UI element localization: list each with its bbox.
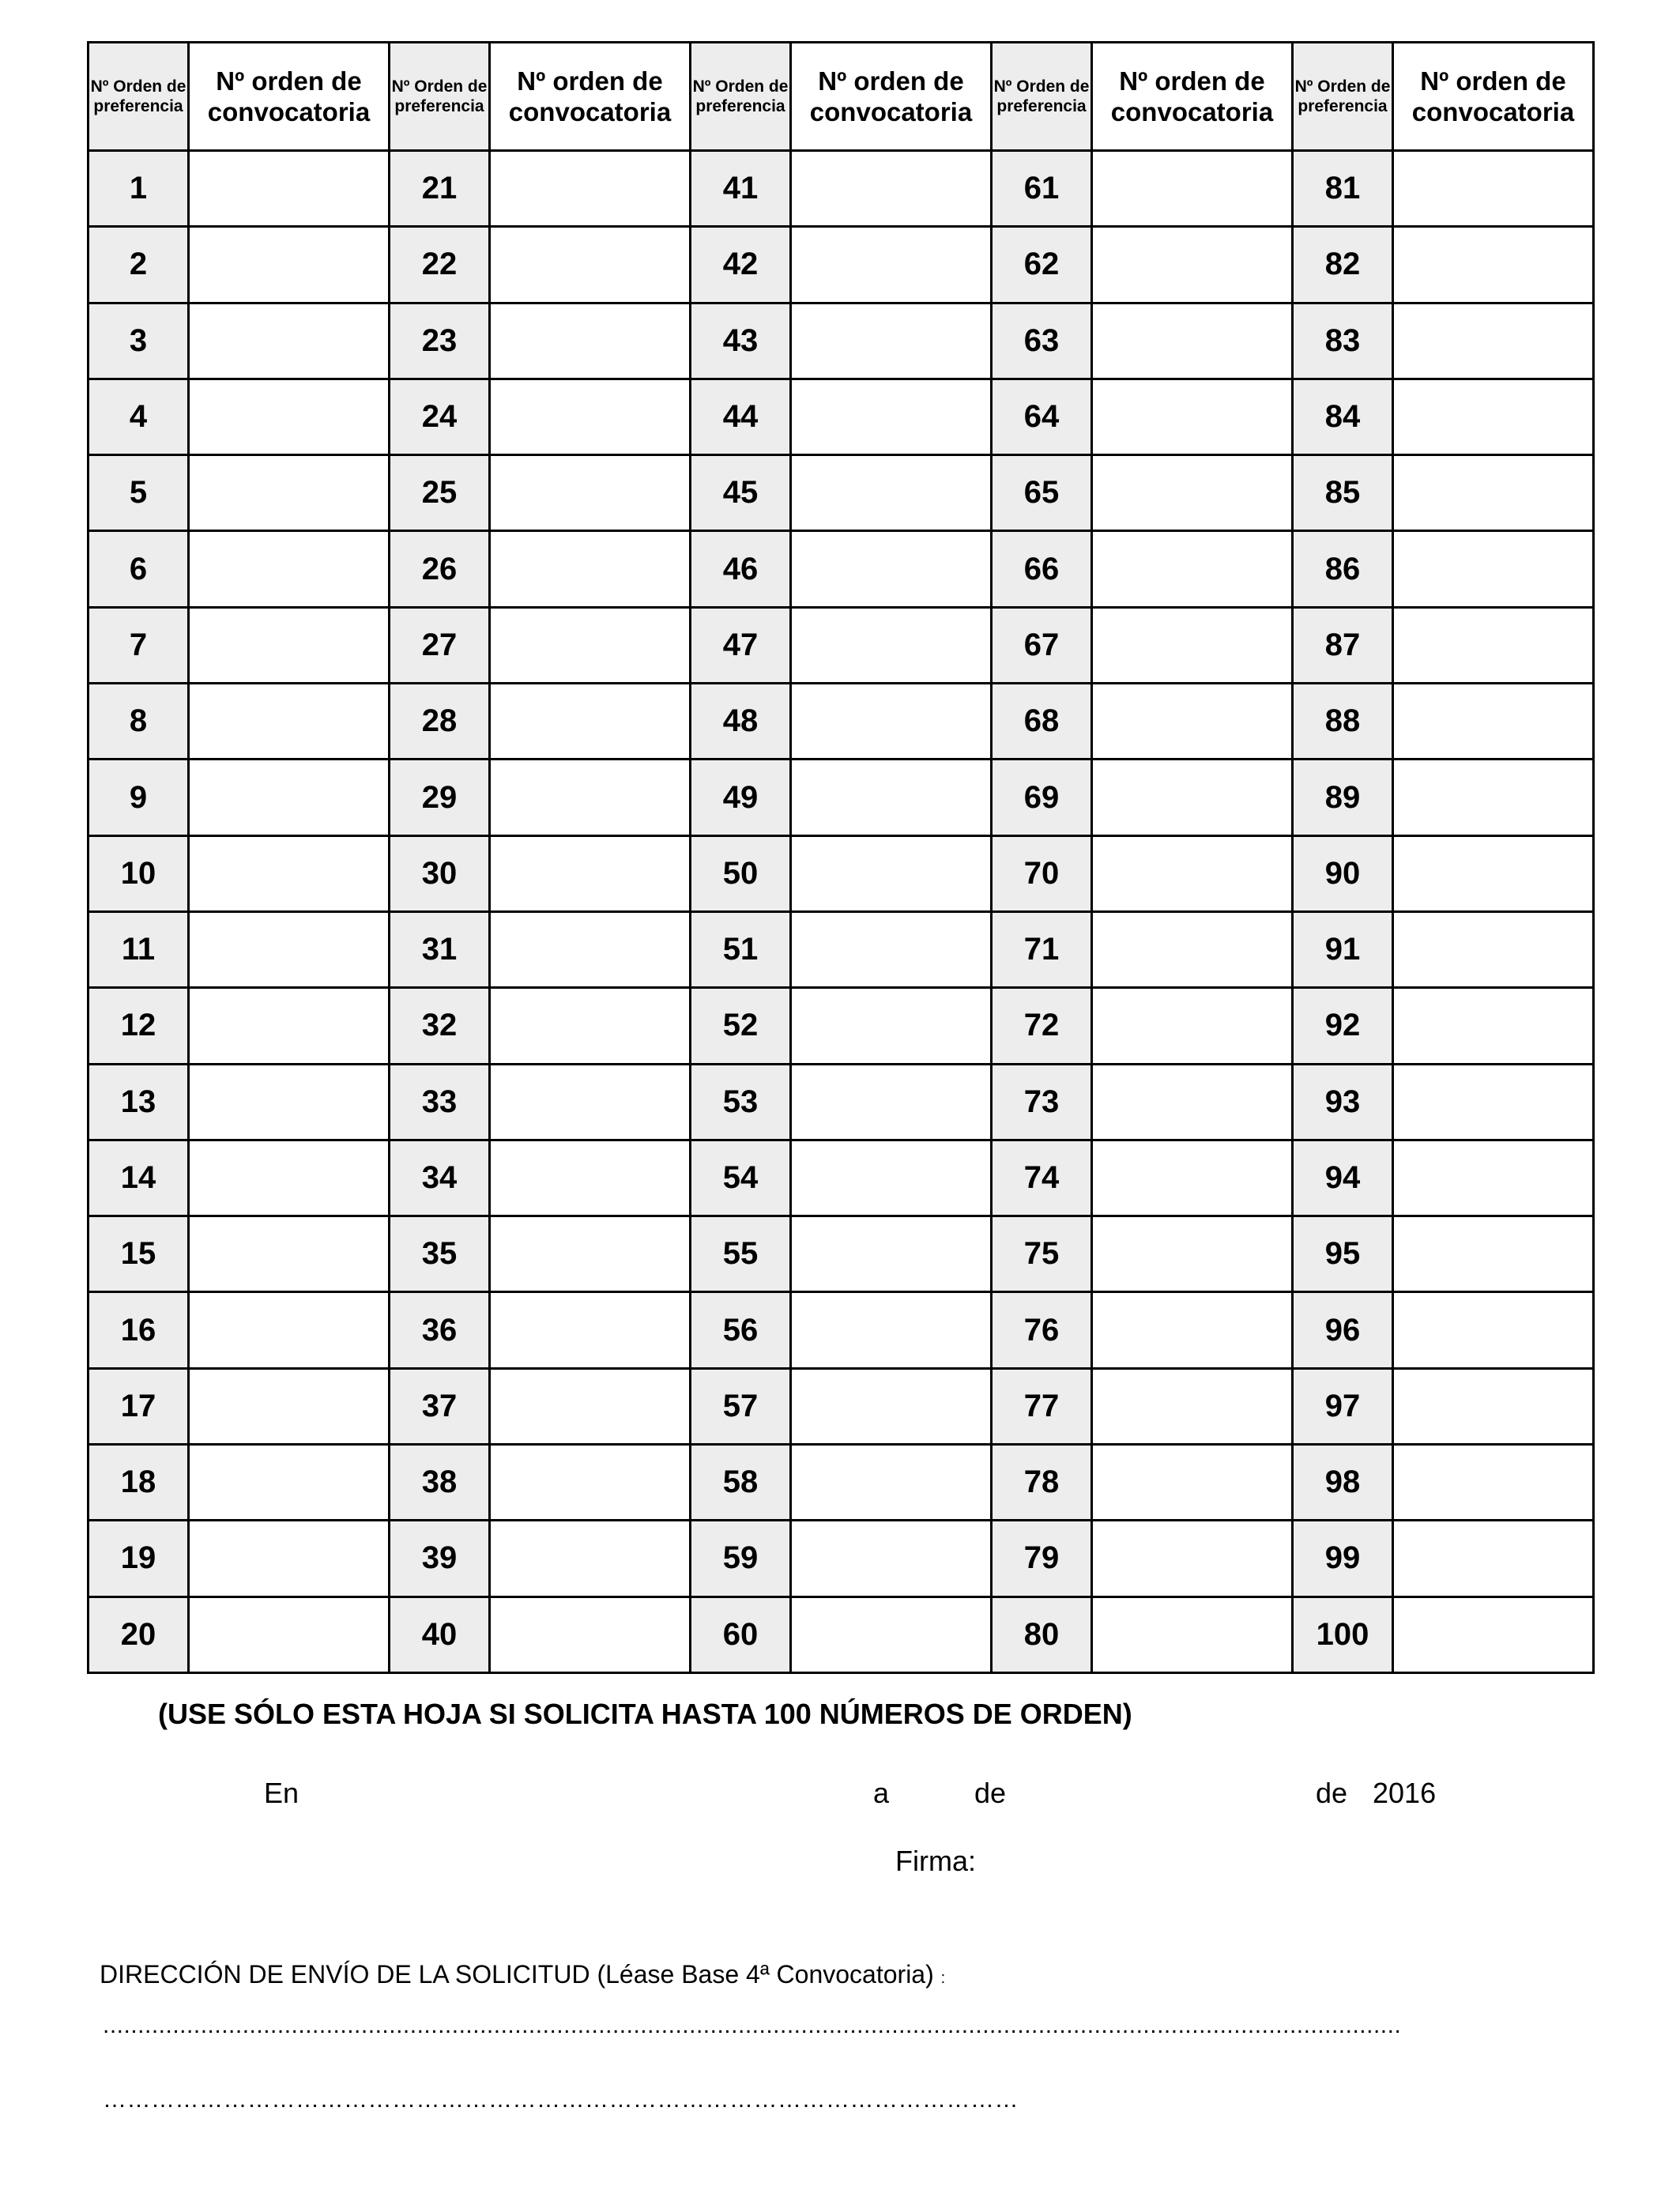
preference-number-cell: 30 (390, 835, 490, 911)
preference-number-cell: 18 (89, 1445, 189, 1521)
header-orden-convocatoria: Nº orden de convocatoria (1092, 43, 1293, 151)
table-header-row (89, 43, 1594, 151)
preference-number-cell: 70 (992, 835, 1092, 911)
convocatoria-entry-cell[interactable] (1092, 760, 1293, 835)
convocatoria-entry-cell[interactable] (1393, 1596, 1594, 1672)
preference-number-cell: 63 (992, 303, 1092, 379)
preference-number-cell: 100 (1293, 1596, 1393, 1672)
convocatoria-entry-cell[interactable] (490, 684, 691, 760)
preference-number-cell: 86 (1293, 531, 1393, 607)
header-orden-preferencia: Nº Orden de preferencia (390, 43, 490, 151)
convocatoria-entry-cell[interactable] (189, 227, 390, 303)
convocatoria-entry-cell[interactable] (1393, 379, 1594, 454)
preference-number-cell: 52 (691, 988, 791, 1064)
preference-number-cell: 11 (89, 911, 189, 987)
preference-number-cell: 41 (691, 151, 791, 227)
table-row (89, 1216, 1594, 1292)
preference-number-cell: 40 (390, 1596, 490, 1672)
convocatoria-entry-cell[interactable] (189, 684, 390, 760)
preference-number-cell: 6 (89, 531, 189, 607)
convocatoria-entry-cell[interactable] (1393, 1216, 1594, 1292)
preference-number-cell: 35 (390, 1216, 490, 1292)
convocatoria-entry-cell[interactable] (1092, 227, 1293, 303)
convocatoria-entry-cell[interactable] (1092, 988, 1293, 1064)
preference-number-cell: 83 (1293, 303, 1393, 379)
preference-number-cell: 54 (691, 1140, 791, 1216)
convocatoria-entry-cell[interactable] (1092, 1064, 1293, 1140)
convocatoria-entry-cell[interactable] (1092, 379, 1293, 454)
convocatoria-entry-cell[interactable] (1092, 531, 1293, 607)
preference-number-cell: 89 (1293, 760, 1393, 835)
preference-number-cell: 15 (89, 1216, 189, 1292)
table-row (89, 1292, 1594, 1368)
convocatoria-entry-cell[interactable] (490, 1445, 691, 1521)
convocatoria-entry-cell[interactable] (189, 835, 390, 911)
convocatoria-entry-cell[interactable] (490, 1216, 691, 1292)
convocatoria-entry-cell[interactable] (791, 760, 992, 835)
convocatoria-entry-cell[interactable] (1393, 607, 1594, 683)
preference-number-cell: 61 (992, 151, 1092, 227)
header-orden-preferencia: Nº Orden de preferencia (89, 43, 189, 151)
header-orden-convocatoria: Nº orden de convocatoria (189, 43, 390, 151)
convocatoria-entry-cell[interactable] (490, 1140, 691, 1216)
convocatoria-entry-cell[interactable] (1092, 1216, 1293, 1292)
preference-number-cell: 21 (390, 151, 490, 227)
preference-number-cell: 62 (992, 227, 1092, 303)
convocatoria-entry-cell[interactable] (1393, 1445, 1594, 1521)
convocatoria-entry-cell[interactable] (490, 1292, 691, 1368)
convocatoria-entry-cell[interactable] (791, 1216, 992, 1292)
convocatoria-entry-cell[interactable] (1393, 1140, 1594, 1216)
date-a-label: a (873, 1777, 890, 1809)
preference-number-cell: 46 (691, 531, 791, 607)
header-orden-preferencia: Nº Orden de preferencia (691, 43, 791, 151)
preference-number-cell: 90 (1293, 835, 1393, 911)
preference-number-cell: 74 (992, 1140, 1092, 1216)
preference-number-cell: 98 (1293, 1445, 1393, 1521)
convocatoria-entry-cell[interactable] (1092, 1445, 1293, 1521)
convocatoria-entry-cell[interactable] (1393, 1064, 1594, 1140)
preference-number-cell: 64 (992, 379, 1092, 454)
preference-number-cell: 56 (691, 1292, 791, 1368)
preference-number-cell: 79 (992, 1521, 1092, 1596)
address-line-2: …………………………………………………………………………………………………… (103, 2087, 1019, 2113)
preference-number-cell: 48 (691, 684, 791, 760)
header-orden-convocatoria: Nº orden de convocatoria (791, 43, 992, 151)
preference-number-cell: 78 (992, 1445, 1092, 1521)
preference-number-cell: 20 (89, 1596, 189, 1672)
convocatoria-entry-cell[interactable] (189, 1368, 390, 1444)
signature-label: Firma: (895, 1845, 976, 1877)
convocatoria-entry-cell[interactable] (1092, 455, 1293, 531)
preference-number-cell: 28 (390, 684, 490, 760)
convocatoria-entry-cell[interactable] (1092, 1140, 1293, 1216)
convocatoria-entry-cell[interactable] (1393, 303, 1594, 379)
address-label (100, 1960, 945, 1989)
preference-number-cell: 37 (390, 1368, 490, 1444)
date-en-label: En (264, 1777, 299, 1809)
convocatoria-entry-cell[interactable] (791, 455, 992, 531)
address-line-1: .......................................................................................................................................................................................... (103, 2012, 1402, 2038)
convocatoria-entry-cell[interactable] (1393, 911, 1594, 987)
convocatoria-entry-cell[interactable] (1092, 1596, 1293, 1672)
header-orden-convocatoria: Nº orden de convocatoria (1393, 43, 1594, 151)
preference-number-cell: 27 (390, 607, 490, 683)
preference-number-cell: 88 (1293, 684, 1393, 760)
table-row (89, 303, 1594, 379)
convocatoria-entry-cell[interactable] (791, 227, 992, 303)
preference-number-cell: 38 (390, 1445, 490, 1521)
preference-number-cell: 10 (89, 835, 189, 911)
preference-number-cell: 91 (1293, 911, 1393, 987)
preference-number-cell: 84 (1293, 379, 1393, 454)
preference-number-cell: 44 (691, 379, 791, 454)
preference-number-cell: 1 (89, 151, 189, 227)
preference-number-cell: 9 (89, 760, 189, 835)
convocatoria-entry-cell[interactable] (189, 379, 390, 454)
preference-number-cell: 29 (390, 760, 490, 835)
date-de-label-1: de (974, 1777, 1007, 1809)
convocatoria-entry-cell[interactable] (1393, 760, 1594, 835)
header-orden-convocatoria: Nº orden de convocatoria (490, 43, 691, 151)
preference-number-cell: 26 (390, 531, 490, 607)
preference-number-cell: 36 (390, 1292, 490, 1368)
convocatoria-entry-cell[interactable] (791, 1368, 992, 1444)
convocatoria-entry-cell[interactable] (490, 151, 691, 227)
convocatoria-entry-cell[interactable] (1393, 1292, 1594, 1368)
convocatoria-entry-cell[interactable] (490, 760, 691, 835)
convocatoria-entry-cell[interactable] (1092, 835, 1293, 911)
address-label-colon: : (940, 1970, 946, 1987)
table-row (89, 760, 1594, 835)
preference-number-cell: 8 (89, 684, 189, 760)
preference-number-cell: 77 (992, 1368, 1092, 1444)
preference-number-cell: 13 (89, 1064, 189, 1140)
header-orden-preferencia: Nº Orden de preferencia (1293, 43, 1393, 151)
preference-number-cell: 53 (691, 1064, 791, 1140)
convocatoria-entry-cell[interactable] (490, 607, 691, 683)
preference-number-cell: 16 (89, 1292, 189, 1368)
preference-number-cell: 32 (390, 988, 490, 1064)
convocatoria-entry-cell[interactable] (1092, 1521, 1293, 1596)
preference-number-cell: 51 (691, 911, 791, 987)
table-row (89, 227, 1594, 303)
preference-number-cell: 71 (992, 911, 1092, 987)
convocatoria-entry-cell[interactable] (791, 1445, 992, 1521)
convocatoria-entry-cell[interactable] (1393, 531, 1594, 607)
preference-number-cell: 45 (691, 455, 791, 531)
convocatoria-entry-cell[interactable] (1092, 911, 1293, 987)
preference-number-cell: 96 (1293, 1292, 1393, 1368)
preference-number-cell: 95 (1293, 1216, 1393, 1292)
convocatoria-entry-cell[interactable] (791, 1596, 992, 1672)
preference-number-cell: 43 (691, 303, 791, 379)
convocatoria-entry-cell[interactable] (1393, 1521, 1594, 1596)
preference-number-cell: 58 (691, 1445, 791, 1521)
table-row (89, 911, 1594, 987)
preference-number-cell: 22 (390, 227, 490, 303)
preference-number-cell: 7 (89, 607, 189, 683)
convocatoria-entry-cell[interactable] (791, 379, 992, 454)
convocatoria-entry-cell[interactable] (490, 835, 691, 911)
convocatoria-entry-cell[interactable] (490, 1368, 691, 1444)
preference-table (87, 41, 1595, 1674)
convocatoria-entry-cell[interactable] (490, 1521, 691, 1596)
preference-number-cell: 47 (691, 607, 791, 683)
convocatoria-entry-cell[interactable] (490, 911, 691, 987)
convocatoria-entry-cell[interactable] (490, 531, 691, 607)
convocatoria-entry-cell[interactable] (791, 911, 992, 987)
preference-number-cell: 23 (390, 303, 490, 379)
preference-number-cell: 93 (1293, 1064, 1393, 1140)
convocatoria-entry-cell[interactable] (1092, 1292, 1293, 1368)
preference-number-cell: 25 (390, 455, 490, 531)
table-row (89, 684, 1594, 760)
convocatoria-entry-cell[interactable] (189, 1140, 390, 1216)
preference-number-cell: 59 (691, 1521, 791, 1596)
convocatoria-entry-cell[interactable] (1092, 684, 1293, 760)
convocatoria-entry-cell[interactable] (791, 1521, 992, 1596)
preference-number-cell: 60 (691, 1596, 791, 1672)
table-row (89, 1521, 1594, 1596)
convocatoria-entry-cell[interactable] (189, 1292, 390, 1368)
preference-number-cell: 24 (390, 379, 490, 454)
preference-number-cell: 14 (89, 1140, 189, 1216)
table-row (89, 835, 1594, 911)
convocatoria-entry-cell[interactable] (1393, 455, 1594, 531)
convocatoria-entry-cell[interactable] (189, 1445, 390, 1521)
table-row (89, 379, 1594, 454)
convocatoria-entry-cell[interactable] (189, 607, 390, 683)
preference-number-cell: 57 (691, 1368, 791, 1444)
convocatoria-entry-cell[interactable] (490, 1596, 691, 1672)
preference-number-cell: 99 (1293, 1521, 1393, 1596)
convocatoria-entry-cell[interactable] (490, 379, 691, 454)
preference-number-cell: 50 (691, 835, 791, 911)
convocatoria-entry-cell[interactable] (791, 151, 992, 227)
convocatoria-entry-cell[interactable] (1393, 835, 1594, 911)
convocatoria-entry-cell[interactable] (791, 531, 992, 607)
convocatoria-entry-cell[interactable] (189, 455, 390, 531)
convocatoria-entry-cell[interactable] (1393, 151, 1594, 227)
table-row (89, 1368, 1594, 1444)
table-row (89, 151, 1594, 227)
preference-number-cell: 67 (992, 607, 1092, 683)
preference-number-cell: 12 (89, 988, 189, 1064)
table-row (89, 1445, 1594, 1521)
convocatoria-entry-cell[interactable] (189, 1596, 390, 1672)
preference-number-cell: 55 (691, 1216, 791, 1292)
convocatoria-entry-cell[interactable] (1092, 303, 1293, 379)
convocatoria-entry-cell[interactable] (791, 1292, 992, 1368)
table-row (89, 455, 1594, 531)
convocatoria-entry-cell[interactable] (791, 684, 992, 760)
preference-number-cell: 92 (1293, 988, 1393, 1064)
convocatoria-entry-cell[interactable] (490, 988, 691, 1064)
convocatoria-entry-cell[interactable] (791, 835, 992, 911)
convocatoria-entry-cell[interactable] (490, 303, 691, 379)
date-de-label-2: de (1316, 1777, 1348, 1809)
convocatoria-entry-cell[interactable] (189, 151, 390, 227)
preference-number-cell: 49 (691, 760, 791, 835)
preference-number-cell: 5 (89, 455, 189, 531)
preference-number-cell: 75 (992, 1216, 1092, 1292)
header-orden-preferencia: Nº Orden de preferencia (992, 43, 1092, 151)
preference-number-cell: 97 (1293, 1368, 1393, 1444)
convocatoria-entry-cell[interactable] (1393, 1368, 1594, 1444)
convocatoria-entry-cell[interactable] (189, 911, 390, 987)
table-row (89, 1140, 1594, 1216)
convocatoria-entry-cell[interactable] (1393, 684, 1594, 760)
preference-number-cell: 80 (992, 1596, 1092, 1672)
preference-number-cell: 87 (1293, 607, 1393, 683)
preference-number-cell: 69 (992, 760, 1092, 835)
preference-number-cell: 42 (691, 227, 791, 303)
preference-number-cell: 17 (89, 1368, 189, 1444)
preference-number-cell: 81 (1293, 151, 1393, 227)
table-row (89, 1596, 1594, 1672)
convocatoria-entry-cell[interactable] (791, 1064, 992, 1140)
table-row (89, 988, 1594, 1064)
convocatoria-entry-cell[interactable] (189, 760, 390, 835)
preference-number-cell: 68 (992, 684, 1092, 760)
convocatoria-entry-cell[interactable] (490, 227, 691, 303)
convocatoria-entry-cell[interactable] (791, 607, 992, 683)
date-year: 2016 (1373, 1777, 1437, 1809)
convocatoria-entry-cell[interactable] (791, 988, 992, 1064)
convocatoria-entry-cell[interactable] (791, 1140, 992, 1216)
table-row (89, 1064, 1594, 1140)
preference-number-cell: 72 (992, 988, 1092, 1064)
convocatoria-entry-cell[interactable] (490, 1064, 691, 1140)
convocatoria-entry-cell[interactable] (189, 303, 390, 379)
preference-number-cell: 33 (390, 1064, 490, 1140)
convocatoria-entry-cell[interactable] (1092, 151, 1293, 227)
convocatoria-entry-cell[interactable] (1393, 227, 1594, 303)
table-body (89, 151, 1594, 1673)
convocatoria-entry-cell[interactable] (189, 1521, 390, 1596)
preference-number-cell: 2 (89, 227, 189, 303)
convocatoria-entry-cell[interactable] (189, 988, 390, 1064)
convocatoria-entry-cell[interactable] (791, 303, 992, 379)
preference-number-cell: 94 (1293, 1140, 1393, 1216)
preference-number-cell: 34 (390, 1140, 490, 1216)
preference-number-cell: 65 (992, 455, 1092, 531)
table-row (89, 531, 1594, 607)
preference-number-cell: 19 (89, 1521, 189, 1596)
preference-number-cell: 82 (1293, 227, 1393, 303)
usage-note: (USE SÓLO ESTA HOJA SI SOLICITA HASTA 100 NÚMEROS DE ORDEN) (158, 1698, 1132, 1730)
preference-number-cell: 39 (390, 1521, 490, 1596)
preference-number-cell: 3 (89, 303, 189, 379)
preference-number-cell: 73 (992, 1064, 1092, 1140)
preference-number-cell: 85 (1293, 455, 1393, 531)
preference-number-cell: 66 (992, 531, 1092, 607)
convocatoria-entry-cell[interactable] (1092, 1368, 1293, 1444)
preference-number-cell: 31 (390, 911, 490, 987)
convocatoria-entry-cell[interactable] (490, 455, 691, 531)
address-label-text: DIRECCIÓN DE ENVÍO DE LA SOLICITUD (Léase Base 4ª Convocatoria) (100, 1960, 934, 1989)
convocatoria-entry-cell[interactable] (1092, 607, 1293, 683)
convocatoria-entry-cell[interactable] (1393, 988, 1594, 1064)
convocatoria-entry-cell[interactable] (189, 1064, 390, 1140)
preference-number-cell: 76 (992, 1292, 1092, 1368)
convocatoria-entry-cell[interactable] (189, 1216, 390, 1292)
preference-number-cell: 4 (89, 379, 189, 454)
convocatoria-entry-cell[interactable] (189, 531, 390, 607)
table-row (89, 607, 1594, 683)
